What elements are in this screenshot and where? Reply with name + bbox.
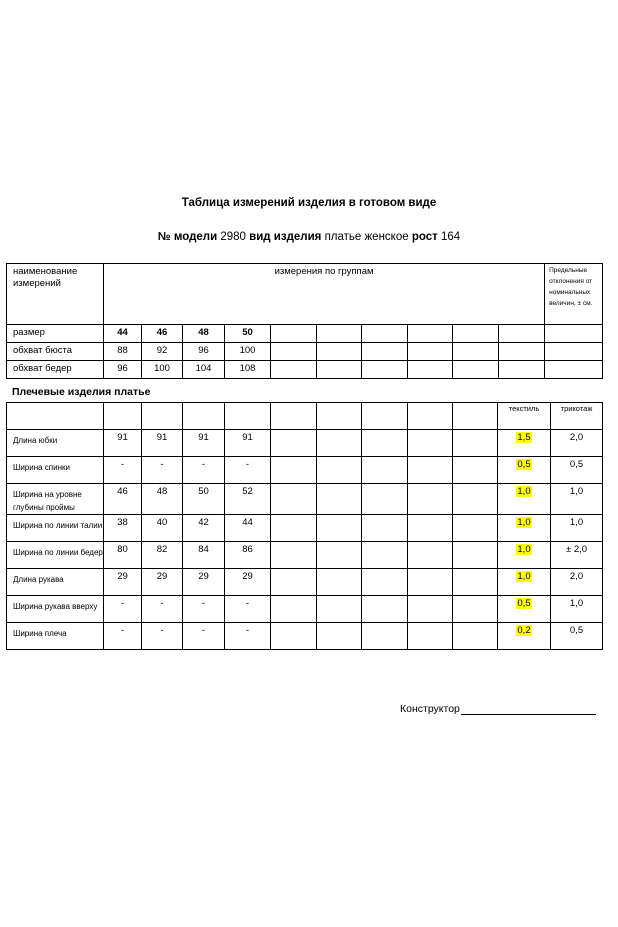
table-row <box>7 343 603 361</box>
table-row <box>7 623 603 650</box>
row-label: Длина юбки <box>7 430 104 457</box>
cell: - <box>183 457 225 484</box>
cell: - <box>183 623 225 650</box>
cell: 29 <box>104 569 142 596</box>
knit-tolerance: 1,0 <box>551 596 603 623</box>
cell: 48 <box>142 484 183 515</box>
textile-tolerance: 0,5 <box>517 459 531 470</box>
cell: - <box>104 623 142 650</box>
header-knit: трикотаж <box>551 403 603 430</box>
knit-tolerance: 1,0 <box>551 515 603 542</box>
document-title: Таблица измерений изделия в готовом виде <box>181 197 437 209</box>
cell: 82 <box>142 542 183 569</box>
height-value: 164 <box>440 231 461 243</box>
cell: 86 <box>225 542 271 569</box>
cell: - <box>225 457 271 484</box>
cell: - <box>142 596 183 623</box>
row-label: обхват бедер <box>7 361 104 379</box>
cell: 40 <box>142 515 183 542</box>
model-label: № модели <box>157 231 218 243</box>
cell: 42 <box>183 515 225 542</box>
knit-tolerance: 1,0 <box>551 484 603 515</box>
row-label: Длина рукава <box>7 569 104 596</box>
cell: 91 <box>183 430 225 457</box>
cell: 48 <box>183 325 225 343</box>
table-row <box>7 596 603 623</box>
cell: 91 <box>104 430 142 457</box>
row-label: Ширина рукава вверху <box>7 596 104 623</box>
knit-tolerance: 0,5 <box>551 623 603 650</box>
row-label: Ширина по линии бедер <box>7 542 104 569</box>
signature-block <box>400 703 596 715</box>
textile-tolerance: 0,2 <box>517 625 531 636</box>
table-row <box>7 325 603 343</box>
header-textile: текстиль <box>498 403 551 430</box>
height-label: рост <box>411 231 438 243</box>
cell: 29 <box>225 569 271 596</box>
cell: 108 <box>225 361 271 379</box>
cell: - <box>142 623 183 650</box>
header-groups: измерения по группам <box>104 264 545 325</box>
cell: 50 <box>225 325 271 343</box>
model-value: 2980 <box>220 231 246 243</box>
textile-tolerance: 1,0 <box>517 571 531 582</box>
cell: 96 <box>183 343 225 361</box>
cell: - <box>104 457 142 484</box>
cell: - <box>225 623 271 650</box>
row-label: Ширина на уровне глубины проймы <box>7 484 104 515</box>
row-label: Ширина по линии талии <box>7 515 104 542</box>
table-row <box>7 542 603 569</box>
kind-label: вид изделия <box>249 231 322 243</box>
table-row <box>7 430 603 457</box>
row-label: обхват бюста <box>7 343 104 361</box>
cell: 91 <box>142 430 183 457</box>
cell: 44 <box>104 325 142 343</box>
knit-tolerance: 0,5 <box>551 457 603 484</box>
cell: 50 <box>183 484 225 515</box>
cell: 44 <box>225 515 271 542</box>
knit-tolerance: 2,0 <box>551 430 603 457</box>
cell: 80 <box>104 542 142 569</box>
header-measurement-name: наименование измерений <box>7 264 104 325</box>
table-row <box>7 569 603 596</box>
table-row <box>7 457 603 484</box>
cell: - <box>183 596 225 623</box>
table-row <box>7 484 603 515</box>
cell: 100 <box>225 343 271 361</box>
textile-tolerance: 1,0 <box>517 517 531 528</box>
textile-tolerance: 0,5 <box>517 598 531 609</box>
cell: - <box>225 596 271 623</box>
model-info <box>0 231 618 243</box>
cell: - <box>104 596 142 623</box>
textile-tolerance: 1,0 <box>517 544 531 555</box>
sizes-table <box>6 263 603 379</box>
cell: 52 <box>225 484 271 515</box>
row-label: Ширина спинки <box>7 457 104 484</box>
cell: 38 <box>104 515 142 542</box>
cell: 46 <box>104 484 142 515</box>
kind-value: платье женское <box>324 231 409 243</box>
cell: 29 <box>142 569 183 596</box>
section-title: Плечевые изделия платье <box>12 386 151 398</box>
cell: 91 <box>225 430 271 457</box>
cell: 46 <box>142 325 183 343</box>
table-row <box>7 361 603 379</box>
cell: - <box>142 457 183 484</box>
cell: 29 <box>183 569 225 596</box>
cell: 104 <box>183 361 225 379</box>
table-row <box>7 515 603 542</box>
row-label: Ширина плеча <box>7 623 104 650</box>
measurements-table <box>6 402 603 650</box>
cell: 92 <box>142 343 183 361</box>
cell: 100 <box>142 361 183 379</box>
cell: 84 <box>183 542 225 569</box>
knit-tolerance: 2,0 <box>551 569 603 596</box>
cell: 88 <box>104 343 142 361</box>
row-label: размер <box>7 325 104 343</box>
textile-tolerance: 1,0 <box>517 486 531 497</box>
signature-label: Конструктор <box>400 703 460 715</box>
textile-tolerance: 1,5 <box>517 432 531 443</box>
cell: 96 <box>104 361 142 379</box>
knit-tolerance: ± 2,0 <box>551 542 603 569</box>
header-tolerance: Предельные отклонения от номинальных величин, ± см. <box>545 264 603 325</box>
signature-line <box>461 703 596 715</box>
